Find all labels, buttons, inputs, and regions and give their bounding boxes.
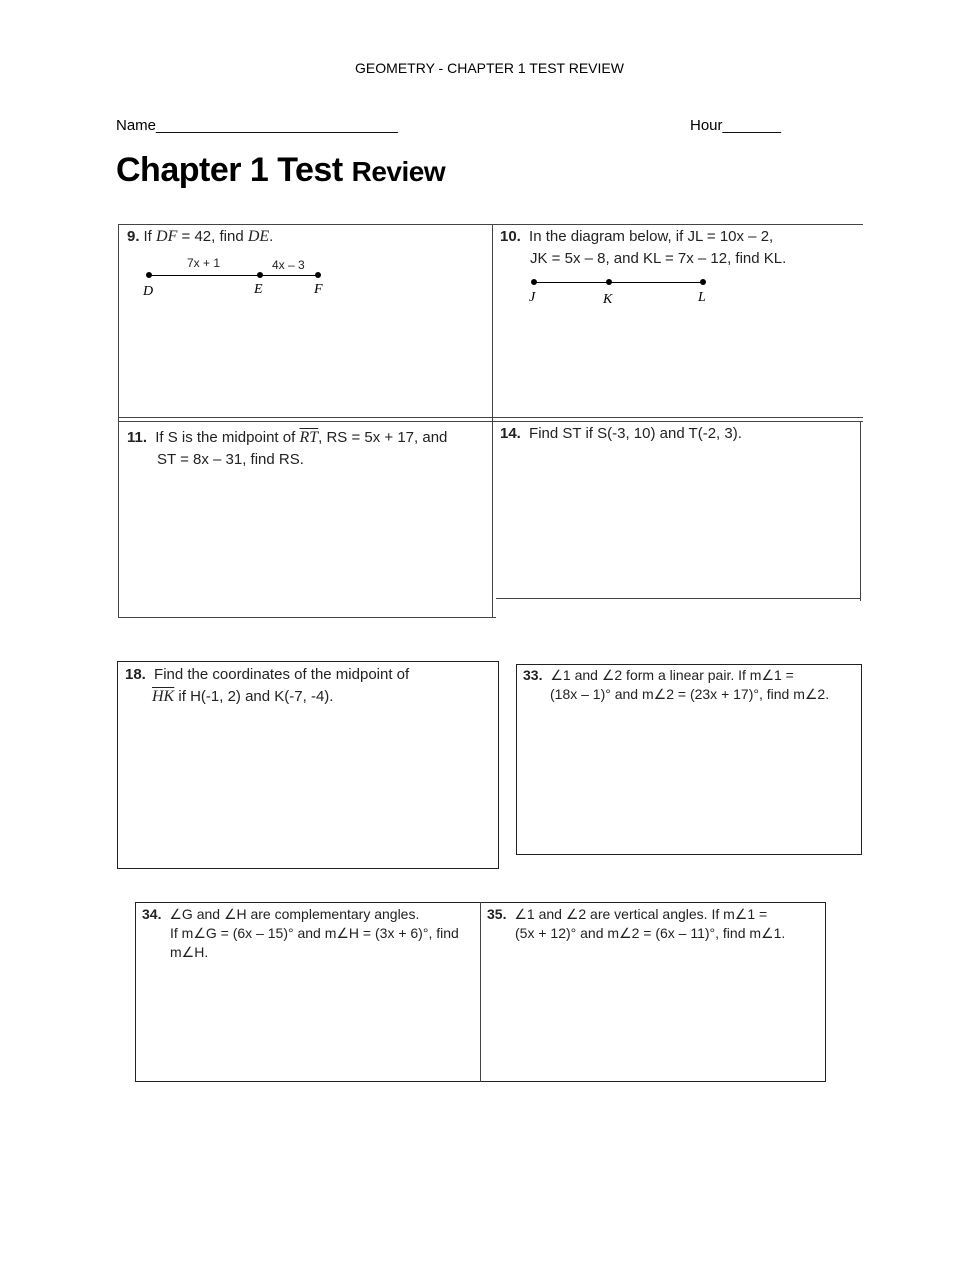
grid-row-divider-2 — [118, 421, 863, 422]
point-f — [315, 272, 321, 278]
title-review: Review — [351, 156, 446, 187]
name-field[interactable]: Name_____________________________ — [116, 117, 398, 134]
title-main: Chapter 1 Test — [116, 151, 343, 189]
label-d: D — [143, 284, 154, 299]
hour-field[interactable]: Hour_______ — [690, 117, 781, 134]
document-header: GEOMETRY - CHAPTER 1 TEST REVIEW — [355, 60, 624, 76]
question-18: 18. Find the coordinates of the midpoint of $\overline{HK}$ if H(-1, 2) and K(-7, -4). — [125, 666, 410, 705]
point-d — [146, 272, 152, 278]
question-14: 14. Find ST if S(-3, 10) and T(-2, 3). — [500, 425, 742, 442]
question-9: 9. If DF = 42, find DE. — [127, 228, 274, 245]
segment-de-label: 7x + 1 — [187, 256, 221, 270]
point-l — [700, 279, 706, 285]
grid-right-border — [860, 421, 861, 601]
q34-q35-divider — [480, 902, 481, 1082]
point-k — [606, 279, 612, 285]
question-10: 10. In the diagram below, if JL = 10x – 2, JK = 5x – 8, and KL = 7x – 12, find KL. — [500, 228, 787, 267]
point-e — [257, 272, 263, 278]
question-35: 35. ∠1 and ∠2 are vertical angles. If m∠1 = (5x + 12)° and m∠2 = (6x – 11)°, find m∠1. — [487, 906, 786, 941]
grid-bottom-right — [496, 598, 861, 599]
segment-df — [149, 275, 320, 276]
point-j — [531, 279, 537, 285]
label-l: L — [698, 290, 706, 305]
question-11: 11. If S is the midpoint of $\overline{RT}$, RS = 5x + 17, and ST = 8x – 31, find RS. — [127, 429, 448, 468]
label-f: F — [314, 282, 323, 297]
segment-jl — [534, 282, 704, 283]
label-e: E — [254, 282, 263, 297]
question-33: 33. ∠1 and ∠2 form a linear pair. If m∠1 = (18x – 1)° and m∠2 = (23x + 17)°, find m∠2. — [523, 667, 830, 702]
label-k: K — [603, 292, 613, 307]
label-j: J — [529, 290, 536, 305]
question-34: 34. ∠G and ∠H are complementary angles. If m∠G = (6x – 15)° and m∠H = (3x + 6)°, find m∠H. — [142, 906, 459, 960]
grid-row-divider — [118, 417, 863, 418]
page-title — [116, 151, 445, 190]
segment-ef-label: 4x – 3 — [272, 258, 305, 272]
grid-top-border — [118, 224, 863, 225]
grid-bottom-left — [118, 617, 496, 618]
